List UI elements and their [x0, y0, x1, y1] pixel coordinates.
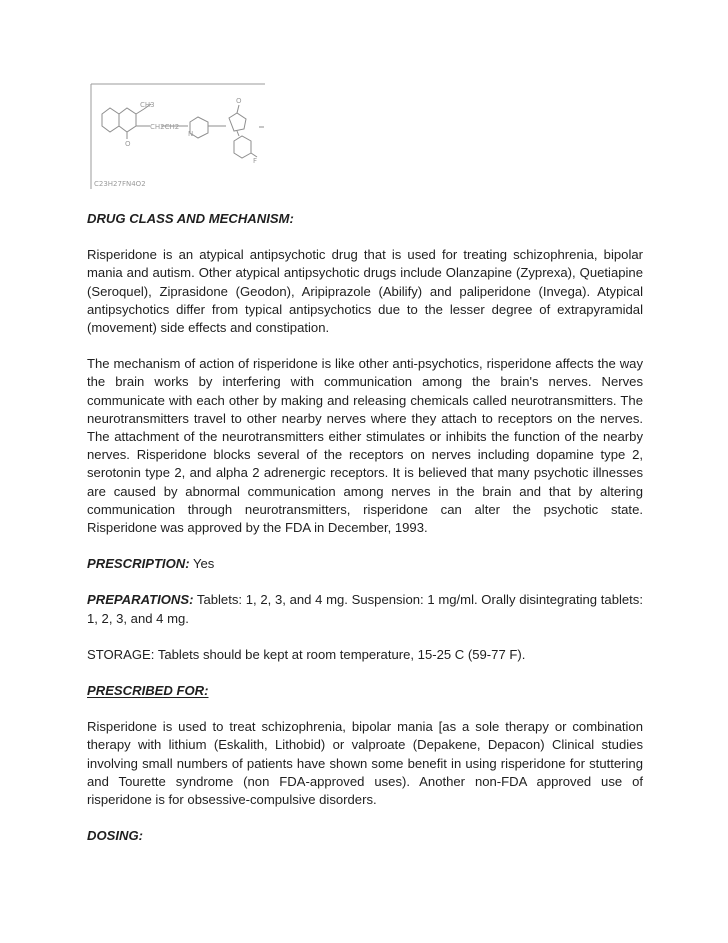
svg-text:CH3: CH3 — [140, 101, 155, 109]
drug-class-heading: DRUG CLASS AND MECHANISM: — [87, 211, 294, 226]
document-body — [87, 210, 643, 863]
preparations-line — [87, 591, 643, 627]
prescription-line — [87, 555, 643, 573]
molecule-structure-icon — [88, 83, 268, 195]
svg-text:O: O — [236, 97, 242, 105]
chemical-structure-image — [88, 83, 268, 195]
drug-class-paragraph: Risperidone is an atypical antipsychotic drug that is used for treating schizophrenia, bipolar mania and autism. Other atypical antipsychotic drugs include Olanzapine (Zyprexa), Quetiapine (Seroquel), Ziprasidone (Geodon), Aripiprazole (Abilify) and paliperidone (Invega). Atypical antipsychotics differ from typical antipsychotics due to the lesser degree of extrapyramidal (movement) side effects and constipation. — [87, 247, 643, 336]
preparations-value: Tablets: 1, 2, 3, and 4 mg. Suspension: 1 mg/ml. Orally disintegrating tablets: 1, 2, 3, and 4 mg. — [87, 592, 643, 626]
svg-text:CH2CH2: CH2CH2 — [150, 123, 180, 131]
svg-text:C23H27FN4O2: C23H27FN4O2 — [94, 180, 146, 188]
svg-text:N: N — [188, 130, 194, 138]
dosing-heading: DOSING: — [87, 828, 144, 844]
storage-line: STORAGE: Tablets should be kept at room temperature, 15-25 C (59-77 F). — [87, 646, 526, 662]
prescribed-for-heading: PRESCRIBED FOR: — [87, 683, 209, 699]
prescribed-for-paragraph: Risperidone is used to treat schizophrenia, bipolar mania [as a sole therapy or combination therapy with lithium (Eskalith, Lithobid) or valproate (Depakene, Depacon) Clinical studies involving small numbers of patients have shown some benefit in using risperidone for stuttering and Tourette syndrome (non FDA-approved uses). Another non-FDA approved use of risperidone is for obsessive-compulsive disorders. — [87, 719, 643, 808]
svg-text:F: F — [253, 157, 258, 165]
svg-text:O: O — [125, 140, 131, 148]
preparations-label: PREPARATIONS: — [87, 592, 194, 608]
mechanism-paragraph: The mechanism of action of risperidone is like other anti-psychotics, risperidone affects the way the brain works by interfering with communication among the brain's nerves. Nerves communicate with each other by making and releasing chemicals called neurotransmitters. The neurotransmitters travel to other nearby nerves where they attach to receptors on the nerves. The attachment of the neurotransmitters either stimulates or inhibits the function of the nearby nerves. Risperidone blocks several of the receptors on nerves including dopamine type 2, serotonin type 2, and alpha 2 adrenergic receptors. It is believed that many psychotic illnesses are caused by abnormal communication among nerves in the brain and that by altering communication through neurotransmitters, risperidone can alter the psychotic state. Risperidone was approved by the FDA in December, 1993. — [87, 356, 643, 536]
prescription-label: PRESCRIPTION: — [87, 556, 190, 572]
prescription-value: Yes — [189, 556, 215, 572]
